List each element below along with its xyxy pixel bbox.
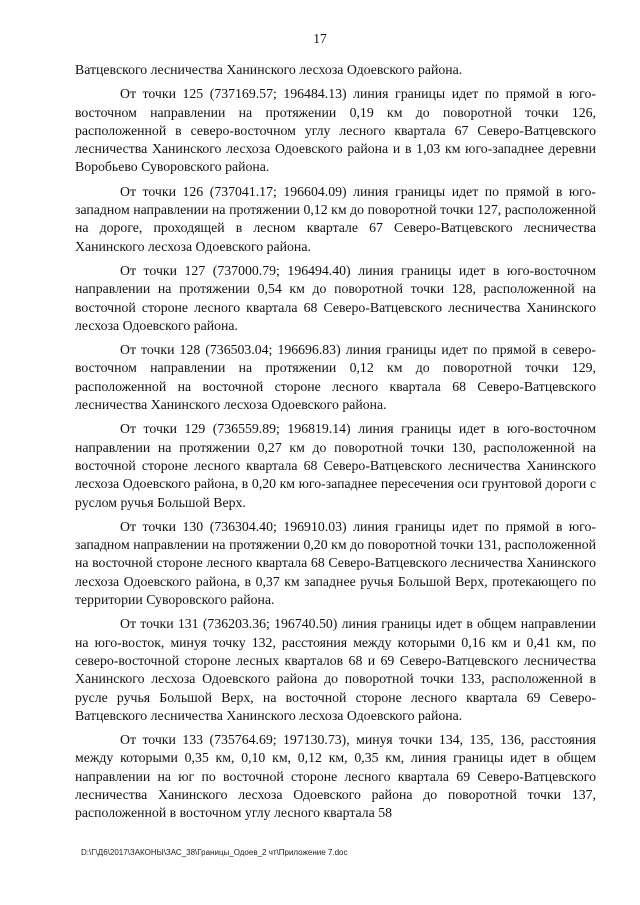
paragraph: От точки 128 (736503.04; 196696.83) линия границы идет по прямой в северо-восточном направлении на протяжении 0,12 км до поворотной точки 129, расположенной на восточной стороне лесного квартала 68 Северо-Ватцевского лесничества Ханинского лесхоза Одоевского района.: [75, 342, 596, 413]
paragraph: От точки 125 (737169.57; 196484.13) линия границы идет по прямой в юго-восточном направлении на протяжении 0,19 км до поворотной точки 126, расположенной в северо-восточном углу лесного квартала 67 Северо-Ватцевского лесничества Ханинского лесхоза Одоевского района и в 1,03 км юго-западнее деревни Воробьево Суворовского района.: [75, 86, 596, 175]
paragraph: Ватцевского лесничества Ханинского лесхоза Одоевского района.: [75, 62, 463, 77]
paragraph: От точки 131 (736203.36; 196740.50) линия границы идет в общем направлении на юго-восток, минуя точку 132, расстояния между которыми 0,16 км и 0,41 км, по северо-восточной стороне лесных кварталов 68 и 69 Северо-Ватцевского лесничества Ханинского лесхоза Одоевского района до поворотной точки 133, расположенной в русле ручья Большой Верх, на восточной стороне лесного квартала 69 Северо-Ватцевского лесничества Ханинского лесхоза Одоевского района.: [75, 616, 596, 723]
paragraph: От точки 130 (736304.40; 196910.03) линия границы идет по прямой в юго-западном направлении на протяжении 0,20 км до поворотной точки 131, расположенной на восточной стороне лесного квартала 68 Северо-Ватцевского лесничества Ханинского лесхоза Одоевского района, в 0,37 км западнее ручья Большой Верх, протекающего по территории Суворовского района.: [75, 518, 596, 608]
paragraph: От точки 129 (736559.89; 196819.14) линия границы идет в юго-восточном направлении на протяжении 0,27 км до поворотной точки 130, расположенной на восточной стороне лесного квартала 68 Северо-Ватцевского лесничества Ханинского лесхоза Одоевского района, в 0,20 км юго-западнее пересечения оси грунтовой дороги с руслом ручья Большой Верх.: [75, 421, 596, 510]
page-number: 17: [313, 31, 327, 46]
paragraph: От точки 126 (737041.17; 196604.09) линия границы идет по прямой в юго-западном направлении на протяжении 0,12 км до поворотной точки 127, расположенной на дороге, проходящей в лесном квартале 67 Северо-Ватцевского лесничества Ханинского лесхоза Одоевского района.: [75, 183, 596, 254]
footer-file-path: D:\Г\Д6\2017\ЗАКОНЫ\ЗАС_38\Границы_Одоев_2 чт\Приложение 7.doc: [81, 848, 348, 857]
document-body: [75, 61, 596, 829]
paragraph: От точки 127 (737000.79; 196494.40) линия границы идет в юго-восточном направлении на протяжении 0,54 км до поворотной точки 128, расположенной на восточной стороне лесного квартала 68 Северо-Ватцевского лесничества Ханинского лесхоза Одоевского района.: [75, 262, 596, 333]
paragraph: От точки 133 (735764.69; 197130.73), минуя точки 134, 135, 136, расстояния между которыми 0,35 км, 0,10 км, 0,12 км, 0,35 км, линия границы идет в общем направлении на юг по восточной стороне лесного квартала 69 Северо-Ватцевского лесничества Ханинского лесхоза Одоевского района до поворотной точки 137, расположенной в восточном углу лесного квартала 58: [75, 732, 596, 821]
